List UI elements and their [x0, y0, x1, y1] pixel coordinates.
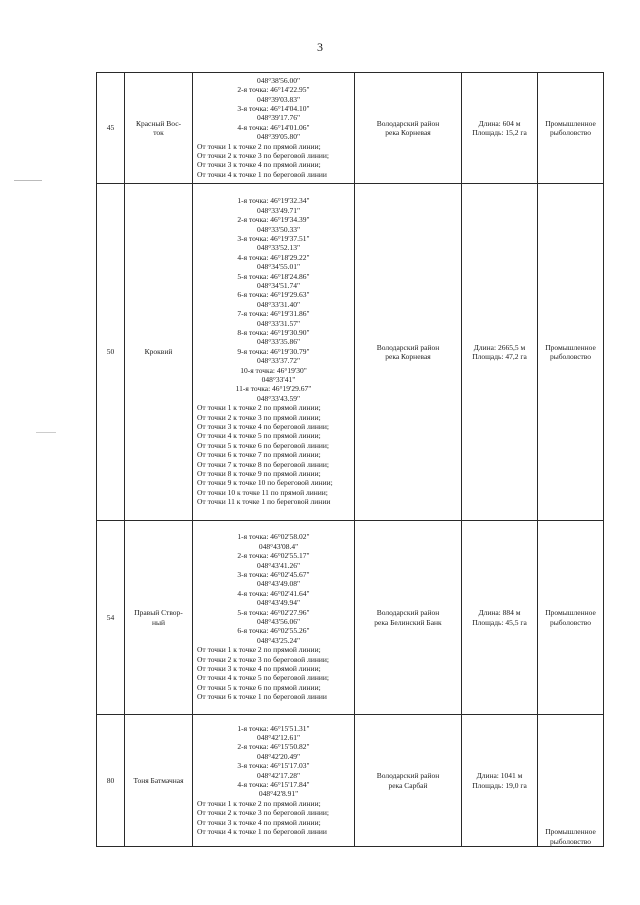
site-size-line: Площадь: 45,5 га — [472, 617, 527, 627]
coordinate-line: 3-я точка: 46°14'04.10" — [237, 103, 310, 113]
fishing-sites-table — [96, 72, 604, 847]
site-number: 80 — [97, 715, 125, 847]
boundary-segment-line: От точки 2 к точке 3 по береговой линии; — [197, 151, 329, 161]
coordinate-line: 048°38'56.00" — [256, 75, 301, 85]
site-purpose — [538, 73, 604, 184]
coordinate-line: 8-я точка: 46°19'30.90" — [237, 327, 310, 337]
boundary-segment-line: От точки 6 к точке 1 по береговой линии — [197, 692, 327, 702]
site-purpose-line: рыболовство — [549, 128, 592, 137]
coordinates-cell — [193, 184, 355, 521]
site-size-line: Площадь: 19,0 га — [472, 780, 527, 790]
site-purpose-line: Промышленное — [545, 827, 596, 837]
boundary-segment-line: От точки 4 к точке 5 по береговой линии; — [197, 673, 329, 683]
coordinate-line: 048°42'12.61" — [256, 732, 301, 742]
site-size — [462, 184, 538, 521]
boundary-segment-line: От точки 4 к точке 5 по прямой линии; — [197, 431, 321, 441]
boundary-segment-line: От точки 4 к точке 1 по береговой линии — [197, 827, 327, 837]
coordinate-line: 048°39'05.80" — [256, 132, 301, 142]
coordinate-line: 5-я точка: 46°02'27.96" — [237, 607, 310, 617]
site-location-line: река Сарбай — [388, 780, 428, 790]
site-name-line: ток — [153, 128, 164, 137]
boundary-segment-line: От точки 7 к точке 8 по береговой линии; — [197, 459, 329, 469]
boundary-segment-line: От точки 3 к точке 4 по прямой линии; — [197, 160, 321, 170]
coordinate-line: 048°33'31.57" — [256, 318, 301, 328]
coordinate-line: 4-я точка: 46°14'01.06" — [237, 122, 310, 132]
coordinate-line: 2-я точка: 46°19'34.39" — [237, 215, 310, 225]
coordinate-line: 9-я точка: 46°19'30.79" — [237, 346, 310, 356]
site-size-line: Площадь: 15,2 га — [472, 128, 527, 137]
table-row — [97, 715, 604, 847]
table-row — [97, 184, 604, 521]
site-purpose-line: рыболовство — [549, 617, 592, 627]
boundary-segment-line: От точки 4 к точке 1 по береговой линии — [197, 169, 327, 179]
coordinates-cell — [193, 521, 355, 715]
coordinates-cell — [193, 715, 355, 847]
site-location — [355, 715, 462, 847]
site-location-line: река Белинский Банк — [374, 617, 442, 627]
coordinate-line: 048°33'35.86" — [256, 337, 301, 347]
boundary-segment-line: От точки 3 к точке 4 по береговой линии; — [197, 422, 329, 432]
coordinate-line: 048°34'55.01" — [256, 262, 301, 272]
coordinate-line: 3-я точка: 46°15'17.03" — [237, 761, 310, 771]
site-size — [462, 521, 538, 715]
site-location-line: Володарский район — [376, 118, 440, 128]
site-name-line: Кроквий — [144, 347, 173, 357]
coordinate-line: 048°42'8.91" — [258, 789, 299, 799]
site-location-line: Володарский район — [376, 608, 440, 618]
coordinate-line: 048°43'25.24" — [256, 635, 301, 645]
coordinate-line: 048°33'50.33" — [256, 224, 301, 234]
coordinate-line: 048°34'51.74" — [256, 280, 301, 290]
coordinate-line: 048°39'03.83" — [256, 94, 301, 104]
boundary-segment-line: От точки 2 к точке 3 по прямой линии; — [197, 412, 321, 422]
site-size — [462, 73, 538, 184]
boundary-segment-line: От точки 2 к точке 3 по береговой линии; — [197, 808, 329, 818]
site-size-line: Площадь: 47,2 га — [472, 352, 527, 361]
boundary-segment-line: От точки 1 к точке 2 по прямой линии; — [197, 645, 321, 655]
boundary-segment-line: От точки 8 к точке 9 по прямой линии; — [197, 469, 321, 479]
site-size-line: Длина: 2665,5 м — [473, 342, 526, 352]
boundary-segment-line: От точки 10 к точке 11 по прямой линии; — [197, 487, 328, 497]
site-size-line: Длина: 604 м — [478, 118, 521, 128]
site-name-line: Красный Вос- — [135, 118, 182, 128]
coordinate-line: 048°43'41.26" — [256, 560, 301, 570]
site-location-line: река Корневая — [385, 352, 431, 361]
site-number: 45 — [97, 73, 125, 184]
scan-mark — [36, 432, 56, 433]
coordinate-line: 7-я точка: 46°19'31.86" — [237, 309, 310, 319]
site-name-line: Правый Створ- — [134, 608, 183, 618]
coordinate-line: 048°43'49.94" — [256, 598, 301, 608]
coordinate-line: 2-я точка: 46°15'50.82" — [237, 742, 310, 752]
site-name — [125, 184, 193, 521]
coordinate-line: 048°33'49.71" — [256, 205, 301, 215]
boundary-segment-line: От точки 3 к точке 4 по прямой линии; — [197, 664, 321, 674]
coordinate-line: 2-я точка: 46°02'55.17" — [237, 551, 310, 561]
site-name — [125, 715, 193, 847]
coordinate-line: 048°33'37.72" — [256, 356, 301, 366]
coordinate-line: 6-я точка: 46°02'55.26" — [237, 626, 310, 636]
site-number: 54 — [97, 521, 125, 715]
coordinate-line: 11-я точка: 46°19'29.67" — [235, 384, 312, 394]
boundary-segment-line: От точки 5 к точке 6 по береговой линии; — [197, 440, 329, 450]
coordinate-line: 10-я точка: 46°19'30" — [240, 365, 307, 375]
coordinate-line: 3-я точка: 46°19'37.51" — [237, 233, 310, 243]
scan-mark — [14, 180, 42, 181]
coordinate-line: 1-я точка: 46°15'51.31" — [237, 723, 310, 733]
boundary-segment-line: От точки 5 к точке 6 по прямой линии; — [197, 682, 321, 692]
site-purpose — [538, 715, 604, 847]
site-name-line: ный — [151, 617, 166, 627]
coordinate-line: 048°33'43.59" — [256, 393, 301, 403]
site-location-line: река Корневая — [385, 128, 431, 137]
coordinate-line: 4-я точка: 46°02'41.64" — [237, 588, 310, 598]
boundary-segment-line: От точки 6 к точке 7 по прямой линии; — [197, 450, 321, 460]
boundary-segment-line: От точки 9 к точке 10 по береговой линии; — [197, 478, 333, 488]
site-size-line: Длина: 1041 м — [476, 771, 523, 781]
site-purpose-line: рыболовство — [549, 352, 592, 361]
boundary-segment-line: От точки 1 к точке 2 по прямой линии; — [197, 403, 321, 413]
coordinate-line: 048°42'17.28" — [256, 770, 301, 780]
boundary-segment-line: От точки 2 к точке 3 по береговой линии; — [197, 654, 329, 664]
site-name — [125, 73, 193, 184]
site-purpose-line: Промышленное — [545, 118, 596, 128]
coordinate-line: 4-я точка: 46°15'17.84" — [237, 780, 310, 789]
site-purpose-line: рыболовство — [549, 836, 592, 846]
site-name-line: Тоня Батмачная — [133, 775, 184, 785]
site-size — [462, 715, 538, 847]
site-name — [125, 521, 193, 715]
boundary-segment-line: От точки 11 к точке 1 по береговой линии — [197, 497, 331, 507]
coordinate-line: 048°39'17.76" — [256, 113, 301, 123]
coordinates-cell — [193, 73, 355, 184]
coordinate-line: 048°33'31.40" — [256, 299, 301, 309]
page-number: 3 — [317, 40, 323, 54]
coordinate-line: 048°33'41" — [261, 375, 296, 385]
site-location — [355, 73, 462, 184]
site-purpose — [538, 184, 604, 521]
coordinate-line: 4-я точка: 46°18'29.22" — [237, 252, 310, 262]
coordinate-line: 5-я точка: 46°18'24.86" — [237, 271, 310, 281]
site-size-line: Длина: 884 м — [478, 608, 521, 618]
boundary-segment-line: От точки 1 к точке 2 по прямой линии; — [197, 141, 321, 151]
site-purpose-line: Промышленное — [545, 608, 596, 618]
coordinate-line: 048°43'56.06" — [256, 617, 301, 626]
site-number: 50 — [97, 184, 125, 521]
coordinate-line: 3-я точка: 46°02'45.67" — [237, 569, 310, 579]
table-row — [97, 73, 604, 184]
site-purpose — [538, 521, 604, 715]
site-location — [355, 184, 462, 521]
coordinate-line: 6-я точка: 46°19'29.63" — [237, 290, 310, 300]
coordinate-line: 048°43'08.4" — [258, 541, 299, 551]
coordinate-line: 048°43'49.08" — [256, 579, 301, 589]
coordinate-line: 2-я точка: 46°14'22.95" — [237, 85, 310, 95]
table-row — [97, 521, 604, 715]
coordinate-line: 1-я точка: 46°02'58.02" — [237, 532, 310, 542]
boundary-segment-line: От точки 3 к точке 4 по прямой линии; — [197, 817, 321, 827]
site-purpose-line: Промышленное — [545, 342, 596, 352]
boundary-segment-line: От точки 1 к точке 2 по прямой линии; — [197, 798, 321, 808]
site-location — [355, 521, 462, 715]
coordinate-line: 1-я точка: 46°19'32.34" — [237, 196, 310, 206]
site-location-line: Володарский район — [376, 342, 440, 352]
site-location-line: Володарский район — [376, 771, 440, 781]
coordinate-line: 048°42'20.49" — [256, 751, 301, 761]
coordinate-line: 048°33'52.13" — [256, 243, 301, 253]
